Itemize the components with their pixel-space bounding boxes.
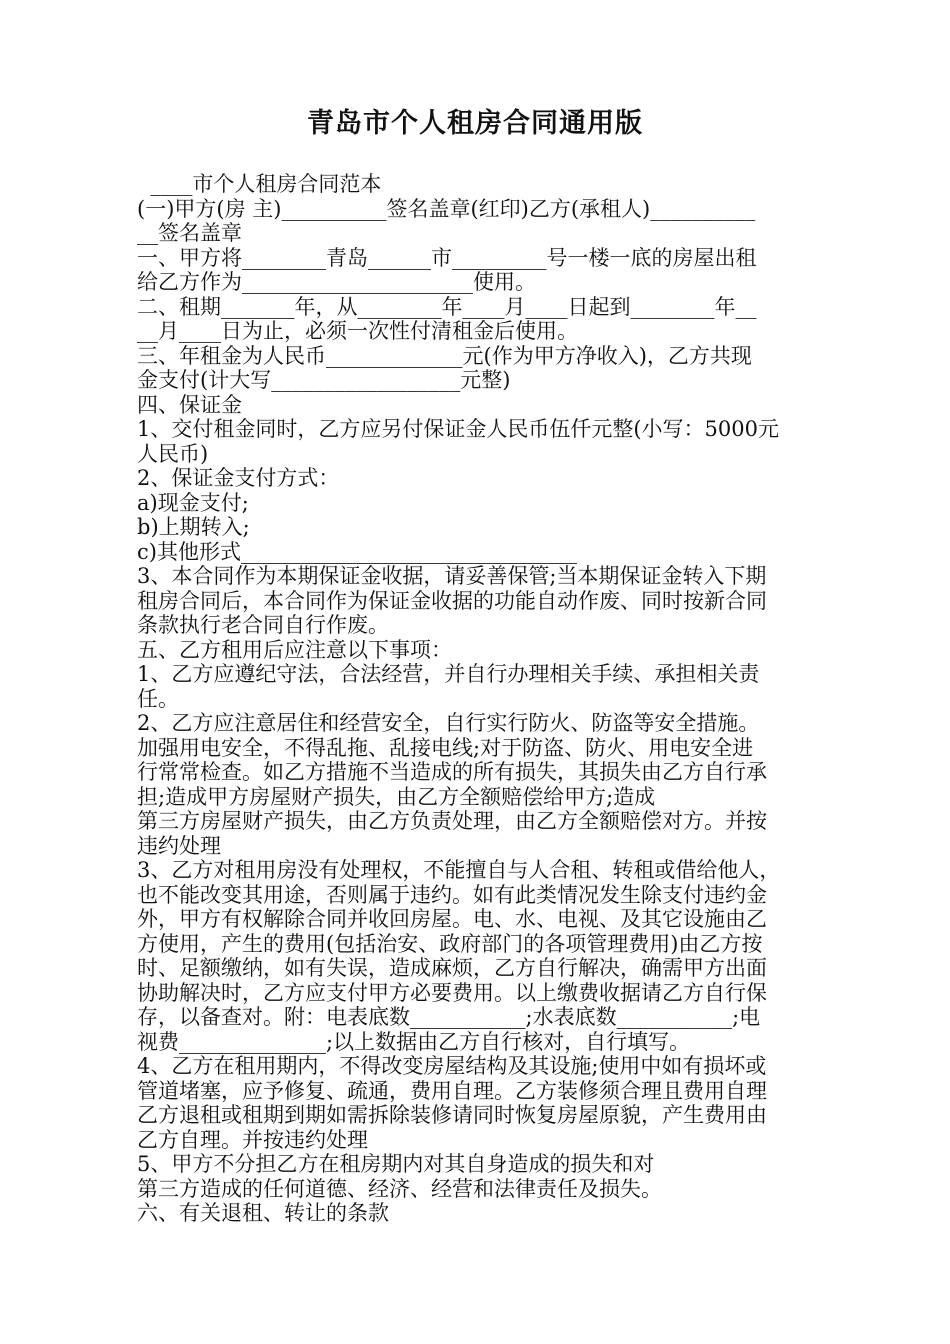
document-line: 存，以备查对。附：电表底数___________;水表底数___________;电 [137, 1005, 761, 1029]
document-line: 乙方自理。并按违约处理 [137, 1127, 368, 1152]
document-line: c)其他形式________________________________ [137, 539, 577, 564]
document-line: 5、甲方不分担乙方在租房期内对其自身造成的损失和对 [137, 1152, 655, 1176]
document-line: 也不能改变其用途，否则属于违约。如有此类情况发生除支付违约金 [137, 882, 767, 907]
document-line: 第三方房屋财产损失，由乙方负责处理，由乙方全额赔偿对方。并按 [137, 809, 767, 833]
document-title: 青岛市个人租房合同通用版 [307, 108, 643, 139]
document-line: 租房合同后，本合同作为保证金收据的功能自动作废、同时按新合同 [137, 588, 767, 613]
document-line: 2、乙方应注意居住和经营安全，自行实行防火、防盗等安全措施。 [137, 711, 760, 735]
document-line: (一)甲方(房 主)__________签名盖章(红印)乙方(承租人)__________ [137, 196, 756, 221]
document-line: 担;造成甲方房屋财产损失，由乙方全额赔偿给甲方;造成 [137, 784, 656, 809]
document-line: 3、乙方对租用房没有处理权，不能擅自与人合租、转租或借给他人， [137, 858, 781, 882]
document-line: ____市个人租房合同范本 [137, 172, 382, 196]
document-line: 二、租期_______年，从________年____月____日起到________年__ [137, 294, 757, 319]
document-line: 1、乙方应遵纪守法，合法经营，并自行办理相关手续、承担相关责 [137, 662, 760, 686]
document-line: 六、有关退租、转让的条款 [137, 1201, 389, 1225]
document-line: 三、年租金为人民币_____________元(作为甲方净收入)，乙方共现 [137, 343, 752, 368]
document-body [137, 172, 827, 1226]
document-line: 视费______________;以上数据由乙方自行核对，自行填写。 [137, 1029, 691, 1054]
document-line: 违约处理 [137, 833, 221, 858]
document-line: 人民币) [137, 441, 209, 466]
document-line: 行常常检查。如乙方措施不当造成的所有损失，其损失由乙方自行承 [137, 760, 767, 784]
document-line: 4、乙方在租用期内，不得改变房屋结构及其设施;使用中如有损坏或 [137, 1054, 767, 1078]
document-line: 第三方造成的任何道德、经济、经营和法律责任及损失。 [137, 1176, 662, 1201]
document-line: 3、本合同作为本期保证金收据，请妥善保管;当本期保证金转入下期 [137, 564, 767, 588]
document-line: a)现金支付; [137, 490, 249, 515]
document-line: 时、足额缴纳，如有失误，造成麻烦，乙方自行解决，确需甲方出面 [137, 956, 767, 980]
document-line: 协助解决时，乙方应支付甲方必要费用。以上缴费收据请乙方自行保 [137, 980, 767, 1005]
document-line: 五、乙方租用后应注意以下事项： [137, 637, 452, 662]
document-line: 外，甲方有权解除合同并收回房屋。电、水、电视、及其它设施由乙 [137, 907, 767, 931]
document-line: b)上期转入; [137, 515, 250, 539]
document-line: 条款执行老合同自行作废。 [137, 613, 389, 637]
document-line: 乙方退租或租期到期如需拆除装修请同时恢复房屋原貌，产生费用由 [137, 1103, 767, 1127]
document-line: 任。 [137, 686, 179, 711]
document-line: 四、保证金 [137, 392, 242, 417]
document-line: __签名盖章 [137, 221, 242, 245]
document-line: 1、交付租金同时，乙方应另付保证金人民币伍仟元整(小写：5000元 [137, 417, 779, 441]
document-line: 加强用电安全，不得乱拖、乱接电线;对于防盗、防火、用电安全进 [137, 735, 754, 760]
document-line: __月____日为止，必须一次性付清租金后使用。 [137, 319, 578, 343]
document-line: 方使用，产生的费用(包括治安、政府部门的各项管理费用)由乙方按 [137, 931, 763, 956]
document-line: 给乙方作为______________________使用。 [137, 270, 536, 294]
document-line: 金支付(计大写__________________元整) [137, 368, 511, 392]
document-line: 一、甲方将________青岛______市_________号一楼一底的房屋出租 [137, 245, 757, 270]
document-line: 管道堵塞，应予修复、疏通，费用自理。乙方装修须合理且费用自理 [137, 1078, 767, 1103]
document-line: 2、保证金支付方式： [137, 466, 340, 490]
